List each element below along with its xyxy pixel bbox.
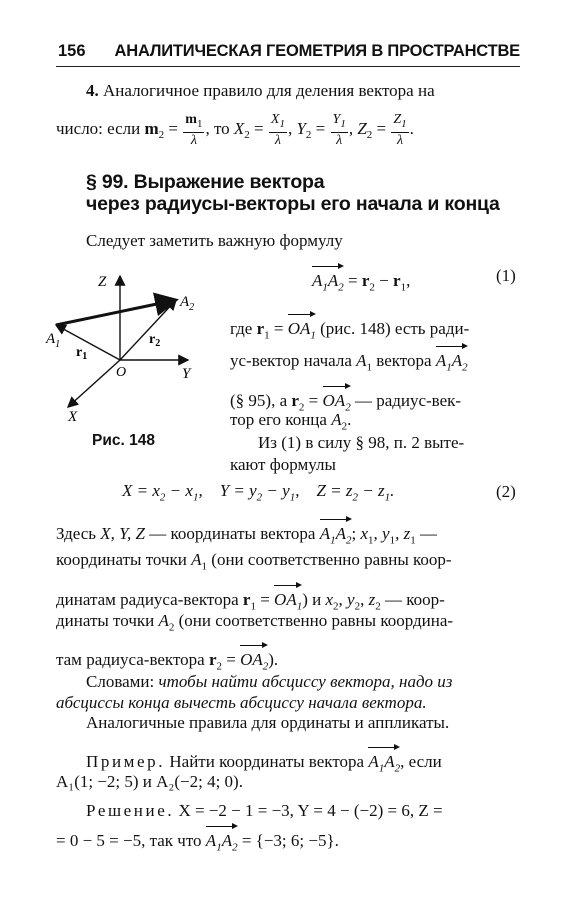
where-line3: (§ 95), а $r_2 = OA_2$ — радиус-век- [230,383,461,417]
figure-148 [30,262,230,422]
figure-caption: Рис. 148 [92,432,155,449]
eq2-number: (2) [496,482,516,501]
r1-label: $r_1$ [76,345,88,362]
rule-line2: абсциссы конца вычесть абсциссу начала вектора. [56,693,427,712]
p4-line2: число: если $m_2$ = $\frac{m_1}{\lambda}$ , то $X_2$ = $\frac{X_1}{\lambda}$ , $Y_2$ = $\frac{Y_1}{\lambda}$ , $Z_2$ = $\frac{Z_1}{\lambda}$ . [56,112,414,148]
running-title: АНАЛИТИЧЕСКАЯ ГЕОМЕТРИЯ В ПРОСТРАНСТВЕ [114,42,520,60]
example-line2: A₁(1; −2; 5) и A₂(−2; 4; 0). [56,772,243,791]
frac-m1: $\frac{m_1}{\lambda}$ [185,112,203,148]
where-line2: ус-вектор начала $A_1$ вектора $A_1A_2$ [230,343,468,377]
y-label: Y [182,366,191,382]
where-line6: кают формулы [230,455,336,474]
rule-line3: Аналогичные правила для ординаты и аппликаты. [86,713,450,732]
p4-number: 4. [86,81,99,100]
where-line1: где $r_1 = OA_1$ (рис. 148) есть ради- [230,311,469,345]
example-line1: Пример. Найти координаты вектора $A_1A_2$, если [86,744,442,778]
para-line3: динатам радиуса-вектора $r_1 = OA_1$) и $x_2$, $y_2$, $z_2$ — коор- [56,582,445,616]
equation-1: $A_1A_2 = r_2 - r_1$, [312,263,410,297]
page-number: 156 [58,42,86,60]
where-line5: Из (1) в силу § 98, п. 2 выте- [258,433,465,452]
para-line4: динаты точки $A_2$ (они соответственно равны координа- [56,611,454,634]
p4-if: число: если [56,118,141,138]
a2-label: $A_2$ [180,294,195,313]
o-label: O [116,365,127,380]
section-title-2: через радиусы-векторы его начала и конца [86,193,500,215]
equation-2: $X = x_2 - x_1$, $Y = y_2 - y_1$, $Z = z_2 - z_1$. [122,481,395,504]
z-label: Z [98,274,107,290]
para-line5: там радиуса-вектора $r_2 = OA_2$). [56,642,278,676]
a1-label: $A_1$ [46,331,61,350]
para-line2: координаты точки $A_1$ (они соответственно равны коор- [56,550,452,573]
running-header [56,40,520,67]
solution-line2: = 0 − 5 = −5, так что $A_1A_2 = \{-3$; 6; −5}. [56,823,339,857]
section-title-1: § 99. Выражение вектора [86,171,325,193]
solution-line1: Решение. X = −2 − 1 = −3, Y = 4 − (−2) = 6, Z = [86,801,443,820]
intro-text: Следует заметить важную формулу [86,231,343,250]
a1a2-vector [56,300,176,325]
eq1-number: (1) [496,266,516,285]
p4-then: , то [205,118,230,138]
where-line4: тор его конца $A_2$. [230,410,352,433]
rule-line1: Словами: чтобы найти абсциссу вектора, надо из [86,672,453,691]
p4-line1 [86,81,435,101]
r1-vector [56,325,120,360]
para-line1: Здесь X, Y, Z — координаты вектора $A_1A_2$; $x_1$, $y_1$, $z_1$ — [56,516,437,550]
r2-label: $r_2$ [149,332,161,349]
x-axis [68,360,120,407]
p4-text: Аналогичное правило для деления вектора на [103,81,435,100]
x-label: X [68,409,78,422]
